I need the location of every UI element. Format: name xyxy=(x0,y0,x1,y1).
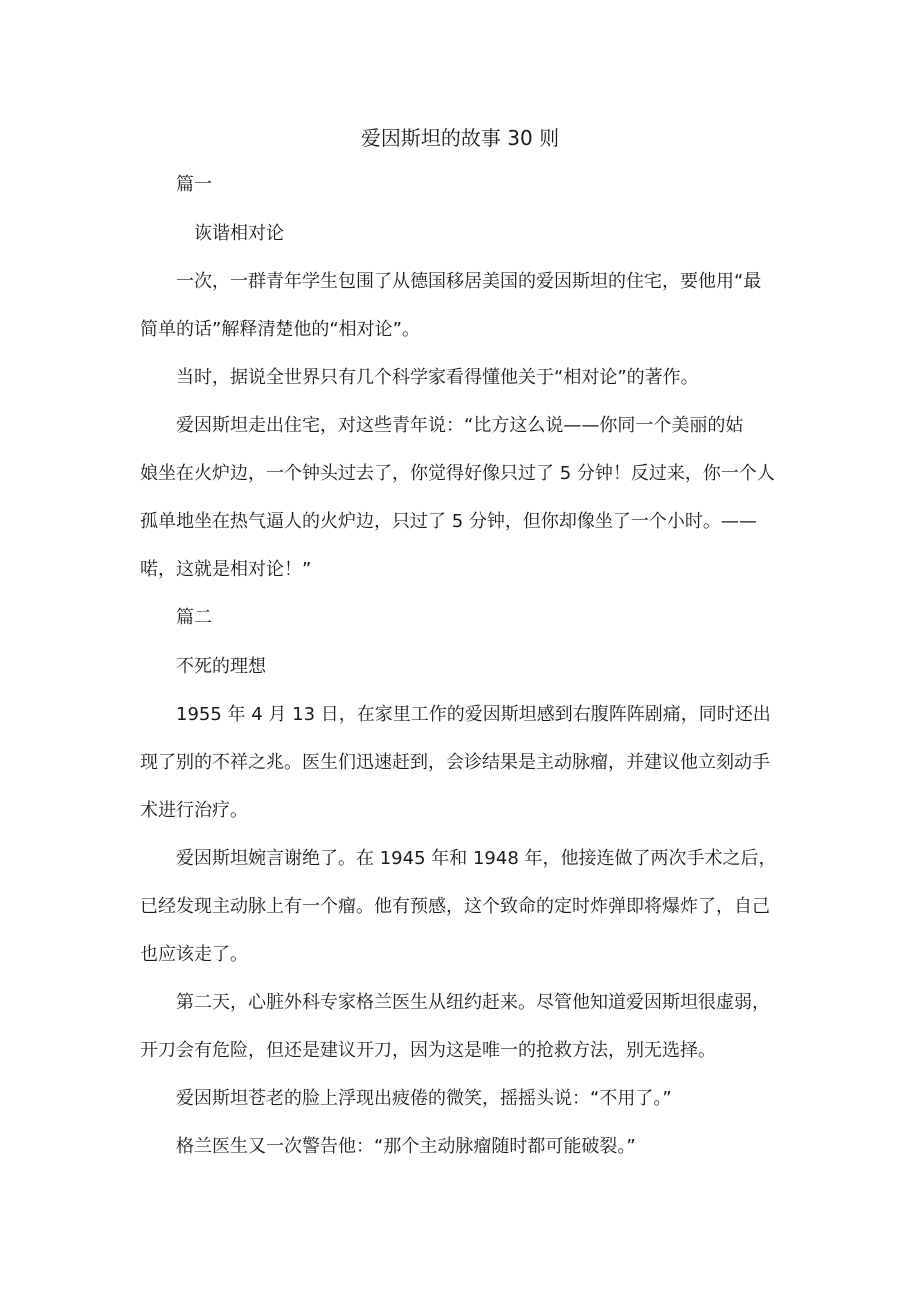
paragraph-line: 简单的话”解释清楚他的“相对论”。 xyxy=(140,319,420,340)
paragraph-line: 爱因斯坦婉言谢绝了。在 1945 年和 1948 年，他接连做了两次手术之后， xyxy=(176,848,777,869)
paragraph-line: 也应该走了。 xyxy=(140,944,248,965)
paragraph-line: 开刀会有危险，但还是建议开刀，因为这是唯一的抢救方法，别无选择。 xyxy=(140,1040,716,1061)
story-title: 不死的理想 xyxy=(176,656,266,677)
section-heading: 篇二 xyxy=(176,607,212,628)
paragraph-line: 已经发现主动脉上有一个瘤。他有预感，这个致命的定时炸弹即将爆炸了，自己 xyxy=(140,896,770,917)
paragraph-line: 一次，一群青年学生包围了从德国移居美国的爱因斯坦的住宅，要他用“最 xyxy=(176,271,762,292)
paragraph-line: 第二天，心脏外科专家格兰医生从纽约赶来。尽管他知道爱因斯坦很虚弱， xyxy=(176,992,770,1013)
document-title: 爱因斯坦的故事 30 则 xyxy=(360,126,560,150)
paragraph-line: 孤单地坐在热气逼人的火炉边，只过了 5 分钟，但你却像坐了一个小时。—— xyxy=(140,511,757,532)
paragraph-line: 格兰医生又一次警告他：“那个主动脉瘤随时都可能破裂。” xyxy=(176,1136,636,1157)
paragraph-line: 娘坐在火炉边，一个钟头过去了，你觉得好像只过了 5 分钟！反过来，你一个人 xyxy=(140,463,775,484)
paragraph-line: 爱因斯坦苍老的脸上浮现出疲倦的微笑，摇摇头说：“不用了。” xyxy=(176,1088,672,1109)
paragraph-line: 术进行治疗。 xyxy=(140,800,248,821)
paragraph-line: 1955 年 4 月 13 日，在家里工作的爱因斯坦感到右腹阵阵剧痛，同时还出 xyxy=(176,704,771,725)
paragraph-line: 当时，据说全世界只有几个科学家看得懂他关于“相对论”的著作。 xyxy=(176,367,699,388)
story-title: 诙谐相对论 xyxy=(194,223,284,244)
paragraph-line: 现了别的不祥之兆。医生们迅速赶到，会诊结果是主动脉瘤，并建议他立刻动手 xyxy=(140,752,770,773)
paragraph-line: 喏，这就是相对论！” xyxy=(140,559,312,580)
section-heading: 篇一 xyxy=(176,174,212,195)
paragraph-line: 爱因斯坦走出住宅，对这些青年说：“比方这么说——你同一个美丽的姑 xyxy=(176,415,744,436)
